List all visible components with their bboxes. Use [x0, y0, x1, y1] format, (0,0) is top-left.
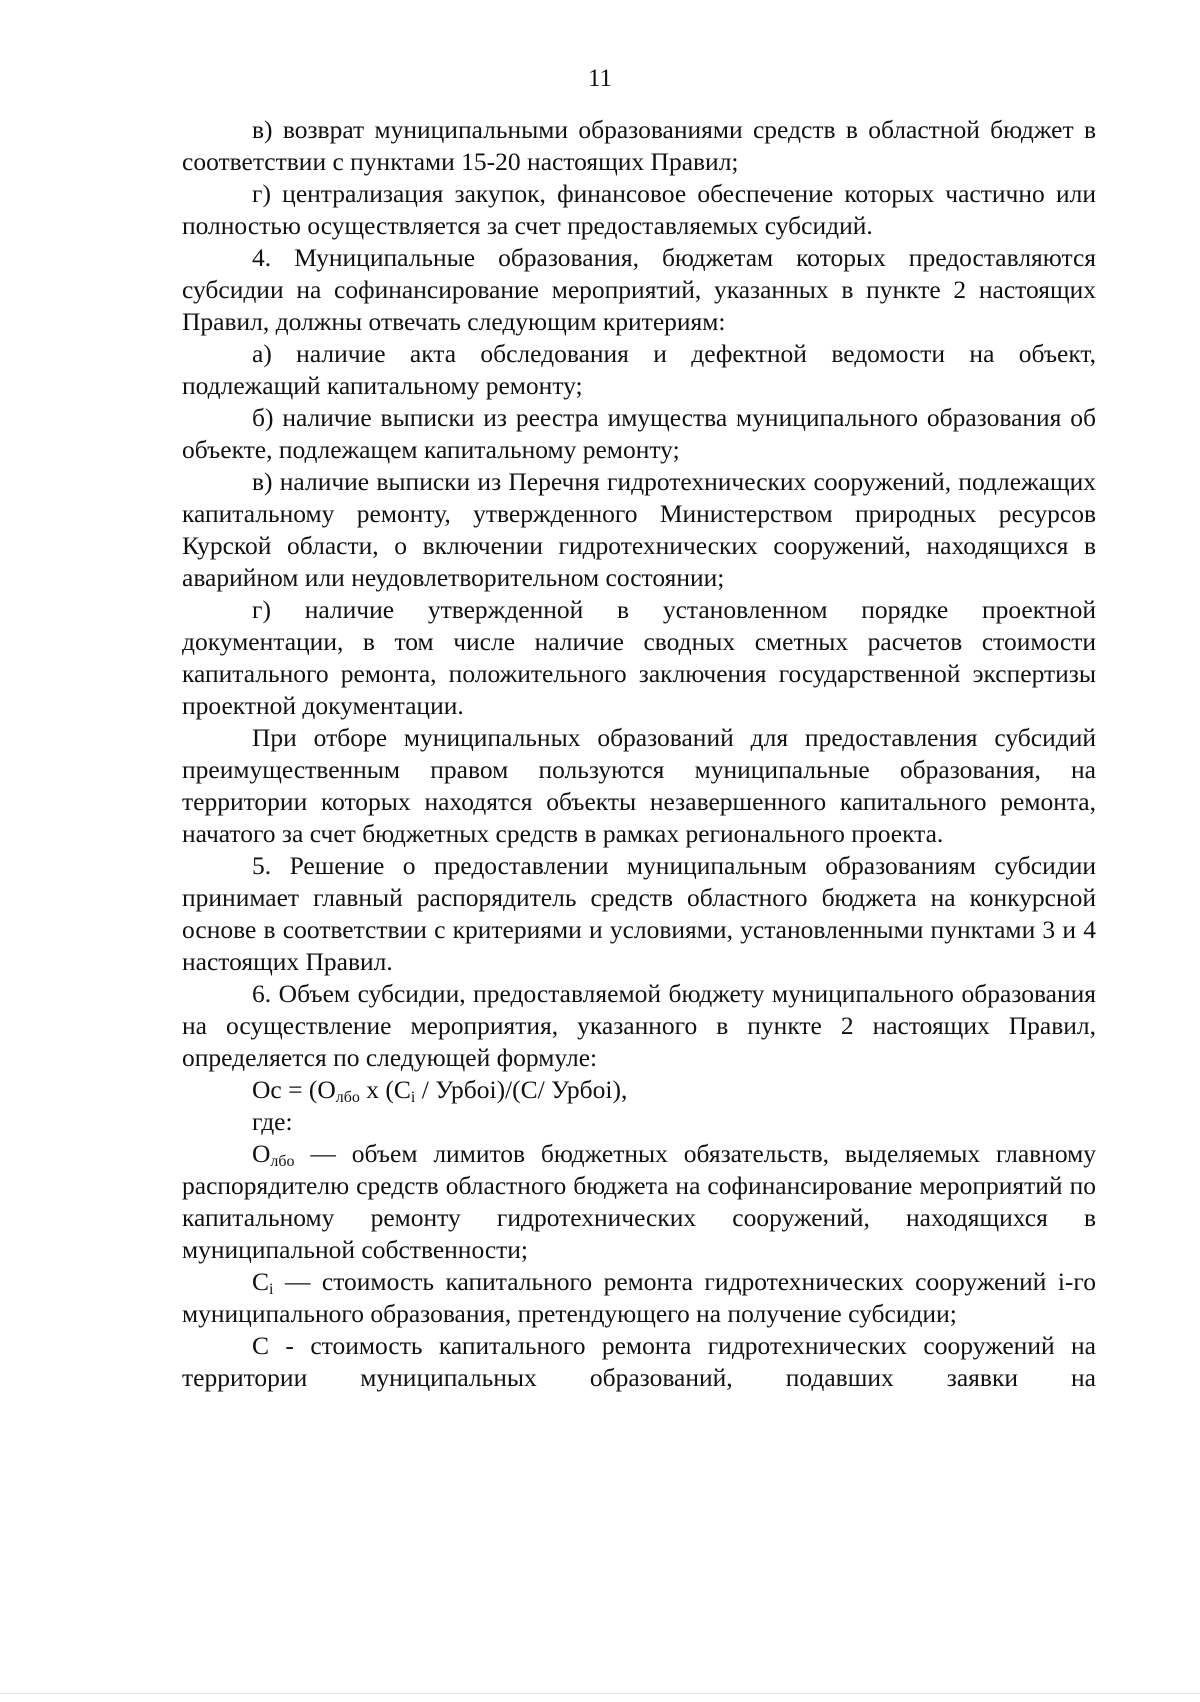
formula-prefix: Ос = (О — [252, 1075, 336, 1104]
paragraph-4: 4. Муниципальные образования, бюджетам которых предоставляются субсидии на софинансирование мероприятий, указанных в пункте 2 настоящих Правил, должны отвечать следующим критериям: — [182, 243, 1096, 336]
definition-ci — [182, 1266, 1096, 1330]
formula-subscript-i: i — [410, 1089, 416, 1106]
definition-symbol: О — [252, 1139, 271, 1168]
formula — [182, 1074, 1096, 1106]
paragraph-3v: в) возврат муниципальными образованиями средств в областной бюджет в соответствии с пунктами 15-20 настоящих Правил; — [182, 115, 1096, 176]
formula-mid: х (С — [359, 1075, 411, 1104]
definition-subscript: i — [269, 1281, 274, 1298]
where-label: где: — [252, 1107, 293, 1136]
paragraph-selection-priority: При отборе муниципальных образований для предоставления субсидий преимущественным правом пользуются муниципальные образования, на территории которых находятся объекты незавершенного капитального ремонта, начатого за счет бюджетных средств в рамках регионального проекта. — [182, 723, 1096, 848]
page-number: 11 — [587, 65, 613, 92]
paragraph-4g: г) наличие утвержденной в установленном порядке проектной документации, в том числе наличие сводных сметных расчетов стоимости капитального ремонта, положительного заключения государственной экспертизы проектной документации. — [182, 595, 1096, 720]
definition-subscript: лбо — [270, 1153, 295, 1170]
definition-olbo — [182, 1138, 1096, 1266]
paragraph-6: 6. Объем субсидии, предоставляемой бюджету муниципального образования на осуществление мероприятия, указанного в пункте 2 настоящих Правил, определяется по следующей формуле: — [182, 979, 1096, 1072]
definition-symbol: С — [252, 1267, 270, 1296]
formula-subscript-lbo: лбо — [335, 1089, 360, 1106]
paragraph-5: 5. Решение о предоставлении муниципальным образованиям субсидии принимает главный распорядитель средств областного бюджета на конкурсной основе в соответствии с критериями и условиями, установленными пунктами 3 и 4 настоящих Правил. — [182, 851, 1096, 976]
paragraph-4a: а) наличие акта обследования и дефектной ведомости на объект, подлежащий капитальному ремонту; — [182, 339, 1096, 400]
paragraph-4b: б) наличие выписки из реестра имущества муниципального образования об объекте, подлежащем капитальному ремонту; — [182, 403, 1096, 464]
formula-suffix: / Урбоі)/(С/ Урбоі), — [415, 1075, 628, 1104]
definition-c: С - стоимость капитального ремонта гидротехнических сооружений на территории муниципальных образований, подавших заявки на — [182, 1331, 1096, 1392]
definition-text: — стоимость капитального ремонта гидротехнических сооружений i-го муниципального образования, претендующего на получение субсидии; — [182, 1267, 1096, 1328]
document-body — [182, 114, 1096, 1394]
paragraph-4v: в) наличие выписки из Перечня гидротехнических сооружений, подлежащих капитальному ремонту, утвержденного Министерством природных ресурсов Курской области, о включении гидротехнических сооружений, находящихся в аварийном или неудовлетворительном состоянии; — [182, 467, 1096, 592]
page-bottom-edge — [0, 1693, 1200, 1702]
paragraph-3g: г) централизация закупок, финансовое обеспечение которых частично или полностью осуществляется за счет предоставляемых субсидий. — [182, 179, 1096, 240]
definition-text: — объем лимитов бюджетных обязательств, выделяемых главному распорядителю средств областного бюджета на софинансирование мероприятий по капитальному ремонту гидротехнических сооружений, находящихся в муниципальной собственности; — [182, 1139, 1096, 1264]
